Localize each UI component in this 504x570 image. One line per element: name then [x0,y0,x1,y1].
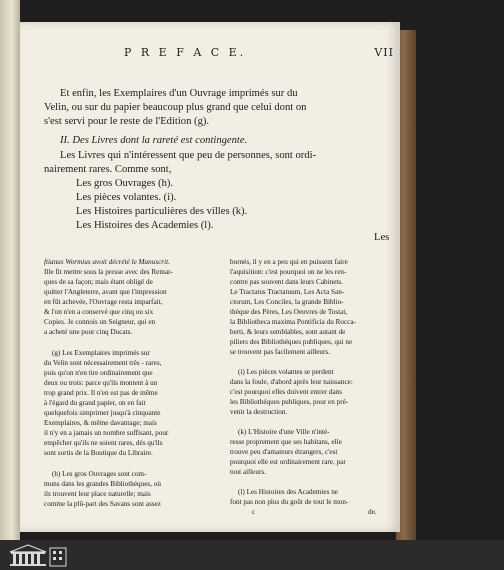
note-line: ctorum, Les Conciles, la grande Biblio- [230,298,344,306]
body-line: Et enfin, les Exemplaires d'un Ouvrage imprimés sur du [60,88,298,99]
note-line: comme la plû-part des Savans sont assez [44,500,161,508]
note-line: venir la destruction. [230,408,288,416]
note-line: du Velin sont nécessairement très - rares, [44,359,162,367]
note-line: (h) Les gros Ouvrages sont com- [52,470,147,478]
note-line: c'est pourquoi elles doivent entrer dans [230,388,343,396]
note-line: empêcher qu'ils ne soient rares, dès qu'ils [44,439,163,447]
note-line: muns dans les grandes Bibliothéques, où [44,480,161,488]
note-line: puis qu'on n'en tire ordinairement que [44,369,153,377]
note-line: Copies. Je connois un Seigneur, qui en [44,318,156,326]
note-line: (i) Les pièces volantes se perdent [238,368,334,376]
list-item: Les pièces volantes. (i). [76,192,177,203]
note-line: l'aquisition: c'est pourquoi on ne les ren- [230,268,347,276]
note-line: Le Tractatus Tractatuum, Les Acta San- [230,288,345,296]
note-line: contre pas souvent dans leurs Cabinets. [230,278,343,286]
note-line: Ille fit mettre sous la presse avec des Remar- [44,268,173,276]
note-line: berti, & leurs semblables, sont autant de [230,328,346,336]
list-item: Les Histoires des Academies (l). [76,220,214,231]
note-line: se trouvent pas facilement ailleurs. [230,348,330,356]
note-line: deux ou trois: parce qu'ils montent à un [44,379,158,387]
note-line: trouve peu d'amateurs étrangers, c'est [230,448,338,456]
note-line: font pas non plus du goût de tout le mon- [230,498,349,506]
library-building-logo-icon [6,542,70,568]
list-item: Les gros Ouvrages (h). [76,178,174,189]
note-line: bornés, il y en a peu qui en puissent faire [230,258,348,266]
viewer-footer [0,540,504,570]
note-line: en fût achevée, l'Ouvrage resta imparfait, [44,298,163,306]
catchword: Les [374,232,390,243]
catchword: de. [368,508,377,516]
note-line: pourquoi elle est ordinairement rare, par [230,458,346,466]
note-line: les Bibliothéques publiques, pour en pré- [230,398,349,406]
note-line: dans la foule, d'abord après leur naissance: [230,378,353,386]
note-line: thèque des Pères, Les Oeuvres de Tostat, [230,308,348,316]
note-line: & l'on n'en a conservé que cinq ou six [44,308,154,316]
note-line: (l) Les Histoires des Academies ne [238,488,338,496]
page-number: VII [374,46,394,59]
body-line: nairement rares. Comme sont, [44,164,172,175]
note-line: a acheté une pour cinq Ducats. [44,328,133,336]
running-header [124,46,400,59]
running-title: P R E F A C E. [124,46,247,59]
note-line: ftianus Wormius avoit décrété le Manuscrit. [44,258,170,266]
note-line: à l'égard du grand papier, on en fait [44,399,146,407]
body-line: s'est servi pour le reste de l'Edition (g). [44,116,210,127]
body-line: Velin, ou sur du papier beaucoup plus grand que celui dont on [44,102,307,113]
list-item: Les Histoires particulières des villes (k). [76,206,248,217]
note-line: ques de sa façon; mais étant obligé de [44,278,153,286]
note-line: quitter l'Angleterre, avant que l'impression [44,288,167,296]
note-line: la Bibliotheca maxima Pontificia du Rocca- [230,318,356,326]
note-line: piliers des Bibliothéques publiques, qui ne [230,338,353,346]
note-line: (g) Les Exemplaires imprimés sur [52,349,150,357]
note-line: resse proprement que ses habitans, elle [230,438,342,446]
note-line: ils trouvent leur place naturelle; mais [44,490,151,498]
section-heading: II. Des Livres dont la rareté est contingente. [60,135,248,146]
left-page-edge [0,0,20,540]
note-line: trop grand prix. Il n'en est pas de même [44,389,158,397]
note-line: tout ailleurs. [230,468,266,476]
signature-mark: c [252,508,256,516]
body-line: Les Livres qui n'intéressent que peu de personnes, sont ordi- [60,150,317,161]
note-line: Exemplaires, & même davantage; mais [44,419,157,427]
note-line: (k) L'Histoire d'une Ville n'inté- [238,428,330,436]
note-line: sont sortis de la Boutique du Libraire. [44,449,153,457]
note-line: il n'y en a jamais un nombre suffisant, pour [44,429,169,437]
note-line: quelquefois simprimer jusqu'à cinquante [44,409,161,417]
